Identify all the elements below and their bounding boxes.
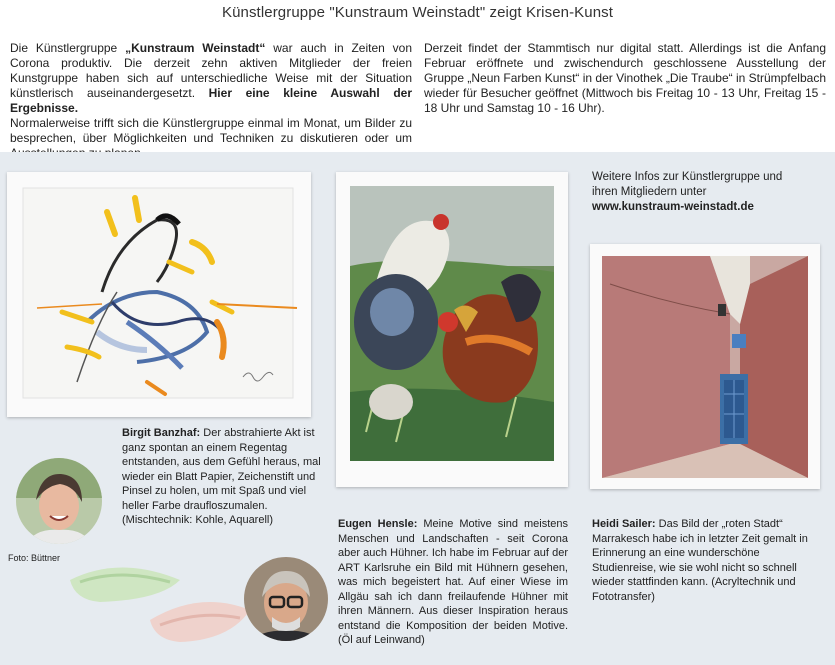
artist-name-sailer: Heidi Sailer: bbox=[592, 518, 656, 530]
intro-text: Die Künstlergruppe bbox=[10, 41, 126, 55]
group-name: „Kunstraum Weinstadt“ bbox=[125, 41, 266, 55]
caption-hensle-text: Meine Motive sind meistens Menschen und Landschaften - seit Corona aber auch Hühner. Ich habe im Februar auf der ART Karlsruhe ein Bild mit Hühnern gesehen, was mich begeistert hat. Auf einer Wiese im Allgäu sah ich dann freilaufende Hühner mit ihren Männern. Aus dieser Inspiration heraus entstand die Komposition der beiden Motive. (Öl auf Leinwand) bbox=[338, 518, 569, 646]
website-link[interactable]: www.kunstraum-weinstadt.de bbox=[592, 201, 754, 213]
intro-right-column bbox=[424, 41, 826, 116]
info-text: Weitere Infos zur Künstlergruppe und ihren Mitgliedern unter bbox=[592, 171, 783, 198]
artist-name-hensle: Eugen Hensle: bbox=[338, 518, 418, 530]
photo-credit: Foto: Büttner bbox=[8, 553, 61, 563]
caption-banzhaf bbox=[122, 426, 332, 528]
chickens-painting bbox=[336, 172, 568, 487]
caption-sailer-text: Das Bild der „roten Stadt“ Marrakesch habe ich in letzter Zeit gemalt in Erinnerung an eine wunderschöne Studienreise, wie sie wohl nicht so schnell wieder stattfinden kann. (Acryltechnik und Fototransfer) bbox=[592, 518, 808, 603]
painting-sailer-frame bbox=[590, 244, 820, 489]
paint-stroke-decoration bbox=[60, 550, 260, 650]
painting-hensle-frame bbox=[336, 172, 568, 487]
artist-name-banzhaf: Birgit Banzhaf: bbox=[122, 427, 201, 439]
caption-banzhaf-text: Der abstrahierte Akt ist ganz spontan an einem Regentag entstanden, aus dem Gefühl heraus, mal wieder ein Blatt Papier, Zeichenstift und Pinsel zu holen, um mit Spaß und viel heller Farbe draufloszumalen. (Mischtechnik: Kohle, Aquarell) bbox=[122, 427, 321, 526]
caption-hensle bbox=[338, 517, 568, 648]
abstract-nude-painting bbox=[7, 172, 311, 417]
intro-paragraph-2: Normalerweise trifft sich die Künstlergruppe einmal im Monat, um Bilder zu besprechen, über Möglichkeiten und Techniken zu diskutieren oder um bbox=[10, 116, 412, 145]
intro-highlight: Hier eine kleine Auswahl der Ergebnisse. bbox=[10, 86, 412, 115]
avatar-banzhaf bbox=[16, 458, 102, 544]
painting-banzhaf-frame bbox=[7, 172, 311, 417]
info-box bbox=[592, 170, 802, 215]
page-title: Künstlergruppe "Kunstraum Weinstadt" zeigt Krisen-Kunst bbox=[221, 4, 614, 21]
avatar-hensle bbox=[244, 557, 328, 641]
intro-text-cont: war auch in Zeiten von Corona produktiv. Die derzeit zehn aktiven Mitglieder der freien Kunstgruppe haben sich auf unterschiedliche Weise mit der Situation künstlerisch auseinandergesetzt. bbox=[10, 41, 412, 100]
intro-right-text: Derzeit findet der Stammtisch nur digital statt. Allerdings ist die Anfang Februar eröffnete und zwischendurch geschlossene Ausstellung der Gruppe „Neun Farben Kunst“ in der Vinothek „Die Traube“ in Strümpfelbach wieder für Besucher geöffnet (Mittwoch bis Freitag 10 - 13 Uhr, Freitag 15 - 18 Uhr und Samstag 10 - 16 Uhr). bbox=[424, 41, 826, 115]
intro-left-column bbox=[10, 41, 412, 161]
caption-sailer bbox=[592, 517, 814, 604]
red-city-alley-painting bbox=[590, 244, 820, 489]
